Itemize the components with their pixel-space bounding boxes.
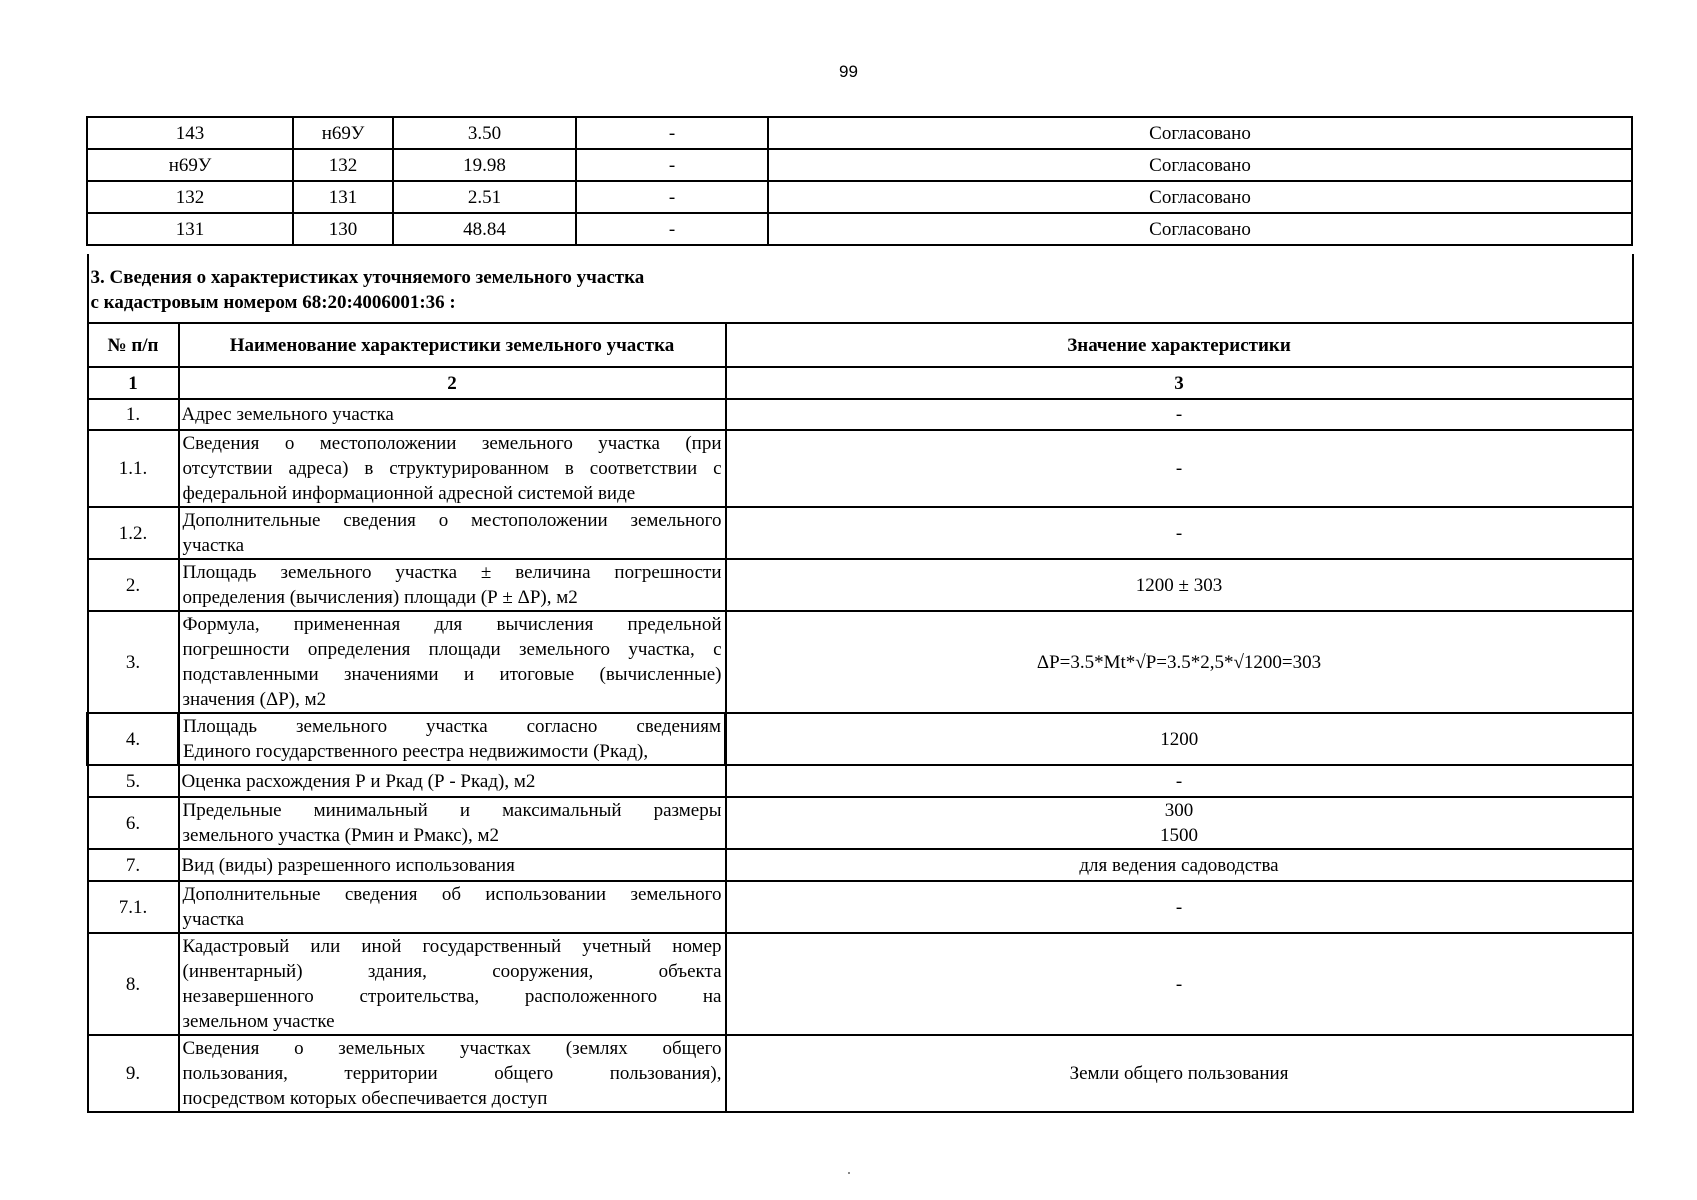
header-name: Наименование характеристики земельного участка <box>179 323 726 367</box>
section-title-row <box>88 254 1633 323</box>
table-row <box>87 117 1632 149</box>
point-from: н69У <box>87 149 293 181</box>
point-to: 130 <box>293 213 393 245</box>
row-number: 1. <box>88 399 179 430</box>
table-row <box>88 399 1633 430</box>
table-row <box>88 713 1633 765</box>
point-to: 131 <box>293 181 393 213</box>
characteristic-value: 1200 <box>726 713 1633 765</box>
row-number: 1.2. <box>88 507 179 559</box>
characteristics-table <box>86 254 1634 1113</box>
table-row <box>88 797 1633 849</box>
column-number: 2 <box>179 367 726 399</box>
row-number: 6. <box>88 797 179 849</box>
point-to: н69У <box>293 117 393 149</box>
boundary-table <box>86 116 1633 246</box>
header-value: Значение характеристики <box>726 323 1633 367</box>
scan-artifact <box>848 1172 850 1174</box>
characteristic-value: - <box>726 430 1633 507</box>
agreement-status: Согласовано <box>768 213 1632 245</box>
characteristic-value: - <box>726 881 1633 933</box>
row-number: 7. <box>88 849 179 881</box>
agreement-status: Согласовано <box>768 181 1632 213</box>
table-row <box>87 213 1632 245</box>
characteristic-name: Дополнительные сведения о местоположении земельного участка <box>179 507 726 559</box>
point-from: 143 <box>87 117 293 149</box>
table-row <box>87 181 1632 213</box>
characteristic-value: для ведения садоводства <box>726 849 1633 881</box>
characteristic-value: - <box>726 507 1633 559</box>
row-number: 5. <box>88 765 179 797</box>
characteristic-name: Площадь земельного участка согласно сведениям Единого государственного реестра недвижимости (Ркад), <box>179 713 726 765</box>
section-title <box>88 254 1633 323</box>
segment-length: 19.98 <box>393 149 576 181</box>
characteristic-name: Сведения о земельных участках (землях общего пользования, территории общего пользования), посредством которых обеспечивается доступ <box>179 1035 726 1112</box>
characteristic-name: Оценка расхождения Р и Ркад (Р - Ркад), м2 <box>179 765 726 797</box>
segment-description: - <box>576 117 768 149</box>
table-row <box>88 933 1633 1035</box>
characteristic-name: Площадь земельного участка ± величина погрешности определения (вычисления) площади (Р ± ΔР), м2 <box>179 559 726 611</box>
table-row <box>88 849 1633 881</box>
row-number: 2. <box>88 559 179 611</box>
characteristic-value: - <box>726 933 1633 1035</box>
characteristic-value: Земли общего пользования <box>726 1035 1633 1112</box>
segment-length: 48.84 <box>393 213 576 245</box>
agreement-status: Согласовано <box>768 149 1632 181</box>
point-from: 131 <box>87 213 293 245</box>
characteristic-value: - <box>726 765 1633 797</box>
point-from: 132 <box>87 181 293 213</box>
characteristic-name: Кадастровый или иной государственный учетный номер (инвентарный) здания, сооружения, объекта незавершенного строительства, расположенного на земельном участке <box>179 933 726 1035</box>
segment-description: - <box>576 149 768 181</box>
characteristic-value: ΔР=3.5*Mt*√Р=3.5*2,5*√1200=303 <box>726 611 1633 713</box>
characteristic-value: - <box>726 399 1633 430</box>
table-row <box>88 507 1633 559</box>
column-number: 3 <box>726 367 1633 399</box>
table-row <box>88 881 1633 933</box>
segment-length: 2.51 <box>393 181 576 213</box>
characteristic-name: Адрес земельного участка <box>179 399 726 430</box>
characteristic-value: 1200 ± 303 <box>726 559 1633 611</box>
table-row <box>88 559 1633 611</box>
characteristic-name: Вид (виды) разрешенного использования <box>179 849 726 881</box>
header-row <box>88 323 1633 367</box>
row-number: 1.1. <box>88 430 179 507</box>
row-number: 4. <box>88 713 179 765</box>
point-to: 132 <box>293 149 393 181</box>
characteristic-name: Предельные минимальный и максимальный размеры земельного участка (Рмин и Рмакс), м2 <box>179 797 726 849</box>
table-row <box>88 611 1633 713</box>
table-row <box>88 1035 1633 1112</box>
row-number: 9. <box>88 1035 179 1112</box>
table-row <box>87 149 1632 181</box>
table-row <box>88 765 1633 797</box>
agreement-status: Согласовано <box>768 117 1632 149</box>
header-number: № п/п <box>88 323 179 367</box>
section-title-line: 3. Сведения о характеристиках уточняемого земельного участка <box>90 267 645 288</box>
characteristic-name: Сведения о местоположении земельного участка (при отсутствии адреса) в структурированном в соответствии с федеральной информационной адресной системой виде <box>179 430 726 507</box>
characteristic-value: 300 1500 <box>726 797 1633 849</box>
column-number: 1 <box>88 367 179 399</box>
row-number: 7.1. <box>88 881 179 933</box>
segment-description: - <box>576 213 768 245</box>
table-row <box>88 430 1633 507</box>
column-number-row <box>88 367 1633 399</box>
page-number: 99 <box>839 62 858 81</box>
segment-length: 3.50 <box>393 117 576 149</box>
row-number: 8. <box>88 933 179 1035</box>
characteristic-name: Формула, примененная для вычисления предельной погрешности определения площади земельного участка, с подставленными значениями и итоговые (вычисленные) значения (ΔР), м2 <box>179 611 726 713</box>
characteristic-name: Дополнительные сведения об использовании земельного участка <box>179 881 726 933</box>
segment-description: - <box>576 181 768 213</box>
row-number: 3. <box>88 611 179 713</box>
section-title-line: с кадастровым номером 68:20:4006001:36 : <box>90 292 456 313</box>
